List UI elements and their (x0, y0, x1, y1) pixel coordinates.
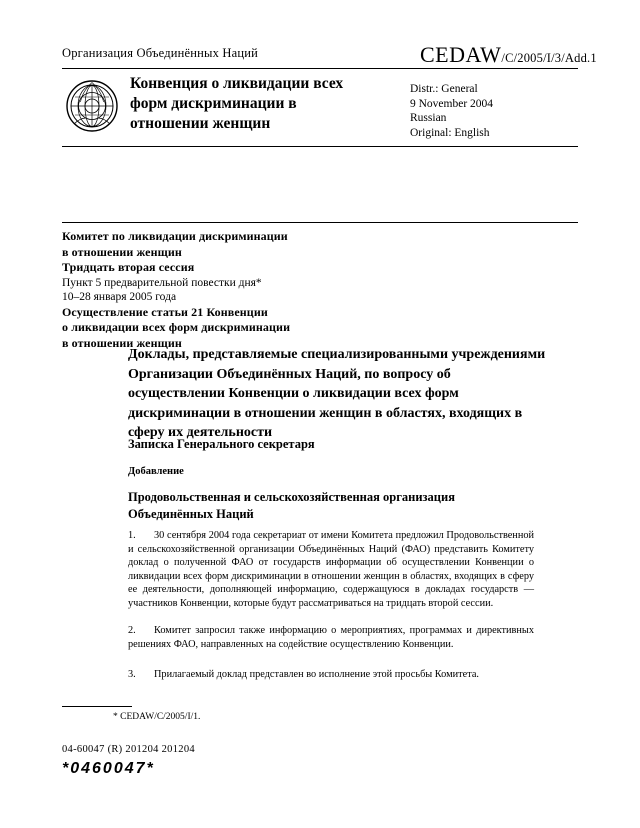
committee-article-line-2: о ликвидации всех форм дискриминации (62, 320, 291, 335)
document-symbol-suffix: /C/2005/I/3/Add.1 (501, 51, 597, 65)
divider-middle (62, 146, 578, 147)
committee-block (62, 229, 392, 351)
agency-title (128, 489, 558, 522)
paragraph-2 (128, 624, 534, 651)
convention-title (130, 74, 390, 134)
paragraph-3-text: Прилагаемый доклад представлен во исполнение этой просьбы Комитета. (154, 669, 479, 680)
page-title: Доклады, представляемые специализированными учреждениями Организации Объединённых Наций, по вопросу об осуществлении Конвенции о ликвидации всех форм дискриминации в отношении женщин в областях, входящих в сферу их деятельности (128, 347, 546, 440)
paragraph-1 (128, 529, 534, 611)
committee-name-line-2: в отношении женщин (62, 244, 182, 259)
distribution-language: Russian (410, 112, 447, 124)
distribution-type: Distr.: General (410, 83, 478, 95)
convention-title-line-3: отношении женщин (130, 115, 271, 132)
paragraph-3-number: 3. (128, 669, 136, 680)
paragraph-1-number: 1. (128, 530, 136, 541)
organization-name: Организация Объединённых Наций (62, 46, 259, 60)
document-symbol (420, 42, 597, 68)
committee-article-line-3: в отношении женщин (62, 335, 182, 350)
committee-dates: 10–28 января 2005 года (62, 291, 177, 304)
distribution-block (410, 82, 493, 140)
paragraph-2-text: Комитет запросил также информацию о мероприятиях, программах и директивных решениях ФАО, направленных на содействие осуществлению Конвенции. (128, 625, 534, 650)
footnote-text: * CEDAW/C/2005/I/1. (113, 712, 201, 722)
divider-bottom (62, 222, 578, 223)
barcode-text: *0460047* (62, 760, 155, 777)
addendum-label: Добавление (128, 466, 184, 477)
paragraph-1-text: 30 сентября 2004 года секретариат от имени Комитета предложил Продовольственной и сельскохозяйственной организации Объединённых Наций (ФАО) представить Комитету доклад о полученной ФАО от государств информации об осуществлении Конвенции о ликвидации всех форм дискриминации в отношении женщин в областях, входящих в сферу ее деятельности, дополняющей информацию, содержащуюся в докладах государств — участников Конвенции, которые будут рассматриваться на тридцать второй сессии. (128, 530, 534, 609)
distribution-date: 9 November 2004 (410, 97, 494, 110)
agency-title-line-2: Объединённых Наций (128, 506, 254, 521)
paragraph-3 (128, 668, 534, 682)
committee-session: Тридцать вторая сессия (62, 260, 195, 274)
agency-title-line-1: Продовольственная и сельскохозяйственная организация (128, 490, 455, 504)
committee-name-line-1: Комитет по ликвидации дискриминации (62, 229, 288, 243)
un-emblem-icon (66, 80, 118, 132)
convention-title-line-1: Конвенция о ликвидации всех (130, 75, 344, 92)
divider-top (62, 68, 578, 69)
distribution-original: Original: English (410, 126, 490, 139)
paragraph-2-number: 2. (128, 625, 136, 636)
convention-title-line-2: форм дискриминации в (130, 95, 297, 112)
document-symbol-prefix: CEDAW (420, 42, 502, 67)
footnote-divider (62, 706, 132, 707)
note-title: Записка Генерального секретаря (128, 437, 315, 451)
committee-agenda-item: Пункт 5 предварительной повестки дня* (62, 276, 262, 289)
committee-article-line-1: Осуществление статьи 21 Конвенции (62, 304, 268, 319)
job-number: 04-60047 (R) 201204 201204 (62, 744, 195, 755)
